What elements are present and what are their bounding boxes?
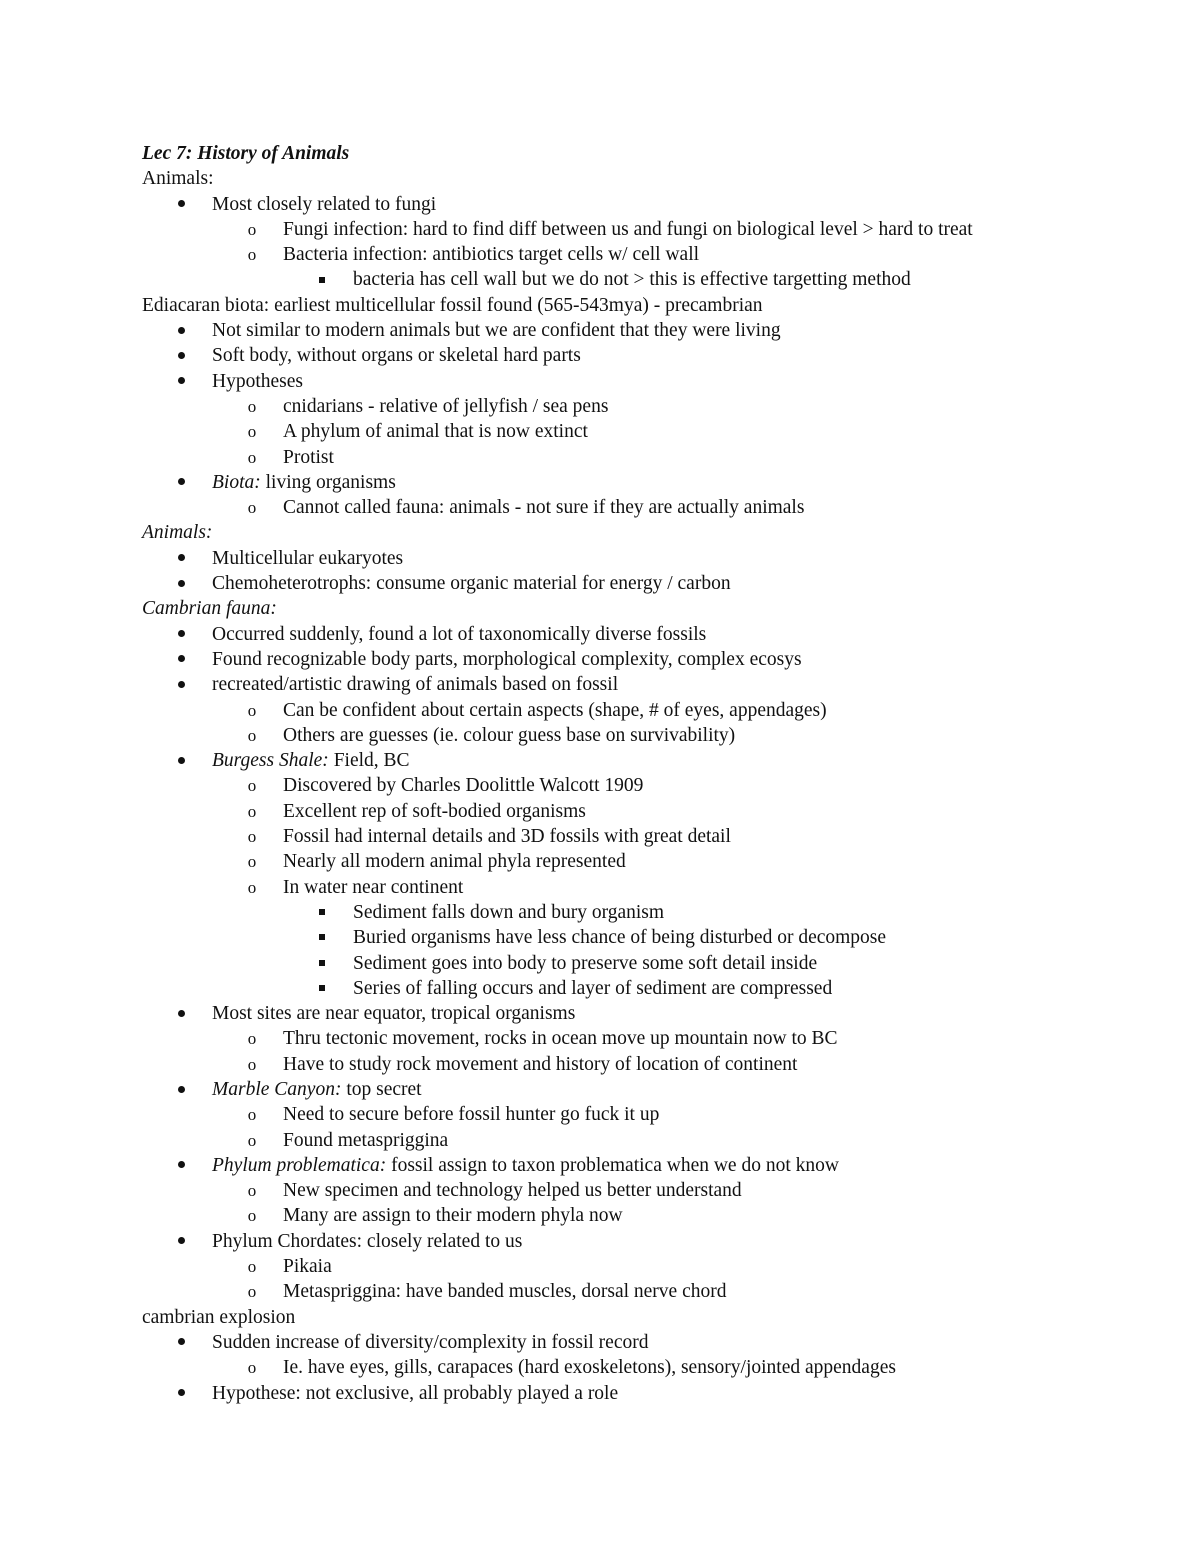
line-text: Bacteria infection: antibiotics target cells w/ cell wall xyxy=(283,244,700,266)
bullet-dot-icon xyxy=(173,192,189,217)
bullet-circle-icon: o xyxy=(247,776,257,796)
bullet-circle-icon: o xyxy=(247,245,257,265)
bullet-dot-icon xyxy=(173,647,189,672)
line-text: Not similar to modern animals but we are confident that they were living xyxy=(212,320,781,342)
line-text: Sediment goes into body to preserve some soft detail inside xyxy=(353,952,818,974)
term-label: Cambrian fauna: xyxy=(142,598,277,620)
line-text: Series of falling occurs and layer of sediment are compressed xyxy=(353,977,833,999)
line-text: fossil assign to taxon problematica when we do not know xyxy=(386,1154,839,1176)
line-text: Phylum Chordates: closely related to us xyxy=(212,1230,523,1252)
bullet-circle-icon: o xyxy=(247,1029,257,1049)
line-text: cnidarians - relative of jellyfish / sea pens xyxy=(283,395,609,417)
line-text: Have to study rock movement and history of location of continent xyxy=(283,1053,798,1075)
list-item xyxy=(142,394,1142,419)
line-text: Found recognizable body parts, morphological complexity, complex ecosys xyxy=(212,648,802,670)
list-item xyxy=(142,723,1142,748)
bullet-square-icon xyxy=(314,925,330,950)
term-label: Biota: xyxy=(212,471,261,493)
list-item xyxy=(142,1077,1142,1102)
bullet-circle-icon: o xyxy=(247,498,257,518)
list-item xyxy=(142,267,1142,292)
heading-line xyxy=(142,1305,1142,1330)
list-item xyxy=(142,242,1142,267)
bullet-circle-icon: o xyxy=(247,725,257,745)
bullet-dot-icon xyxy=(173,1001,189,1026)
bullet-dot-icon xyxy=(173,369,189,394)
line-text: Ie. have eyes, gills, carapaces (hard exoskeletons), sensory/jointed appendages xyxy=(283,1357,896,1379)
list-item xyxy=(142,1001,1142,1026)
line-text: Sediment falls down and bury organism xyxy=(353,901,665,923)
list-item xyxy=(142,445,1142,470)
list-item xyxy=(142,369,1142,394)
bullet-circle-icon: o xyxy=(247,1358,257,1378)
line-text: cambrian explosion xyxy=(142,1306,296,1328)
term-label: Animals: xyxy=(142,522,213,544)
notes-body xyxy=(142,141,1142,1406)
lecture-title: Lec 7: History of Animals xyxy=(142,143,350,164)
bullet-circle-icon: o xyxy=(247,827,257,847)
bullet-circle-icon: o xyxy=(247,422,257,442)
list-item xyxy=(142,1128,1142,1153)
line-text: Occurred suddenly, found a lot of taxonomically diverse fossils xyxy=(212,623,707,645)
list-item xyxy=(142,192,1142,217)
list-item xyxy=(142,1102,1142,1127)
line-text: Field, BC xyxy=(328,750,410,772)
bullet-circle-icon: o xyxy=(247,1257,257,1277)
line-text: Multicellular eukaryotes xyxy=(212,547,404,569)
list-item xyxy=(142,773,1142,798)
bullet-circle-icon: o xyxy=(247,396,257,416)
list-item xyxy=(142,672,1142,697)
bullet-square-icon xyxy=(314,976,330,1001)
term-label: Marble Canyon: xyxy=(212,1078,342,1100)
line-text: top secret xyxy=(341,1078,422,1100)
line-text: Animals: xyxy=(142,168,214,190)
bullet-circle-icon: o xyxy=(247,700,257,720)
bullet-dot-icon xyxy=(173,470,189,495)
line-text: Metaspriggina: have banded muscles, dorsal nerve chord xyxy=(283,1281,727,1303)
bullet-dot-icon xyxy=(173,571,189,596)
list-item xyxy=(142,419,1142,444)
list-item xyxy=(142,571,1142,596)
list-item xyxy=(142,976,1142,1001)
bullet-circle-icon: o xyxy=(247,1282,257,1302)
line-text: Fungi infection: hard to find diff between us and fungi on biological level > hard to treat xyxy=(283,218,973,240)
line-text: Soft body, without organs or skeletal hard parts xyxy=(212,345,581,367)
bullet-circle-icon: o xyxy=(247,447,257,467)
list-item xyxy=(142,925,1142,950)
list-item xyxy=(142,1026,1142,1051)
line-text: Thru tectonic movement, rocks in ocean move up mountain now to BC xyxy=(283,1028,838,1050)
line-text: Protist xyxy=(283,446,334,468)
bullet-dot-icon xyxy=(173,622,189,647)
bullet-square-icon xyxy=(314,951,330,976)
line-text: recreated/artistic drawing of animals based on fossil xyxy=(212,674,619,696)
line-text: Hypotheses xyxy=(212,370,303,392)
bullet-dot-icon xyxy=(173,1330,189,1355)
line-text: A phylum of animal that is now extinct xyxy=(283,421,588,443)
list-item xyxy=(142,318,1142,343)
list-item xyxy=(142,1355,1142,1380)
bullet-circle-icon: o xyxy=(247,1105,257,1125)
list-item xyxy=(142,622,1142,647)
bullet-circle-icon: o xyxy=(247,219,257,239)
bullet-circle-icon: o xyxy=(247,801,257,821)
list-item xyxy=(142,470,1142,495)
bullet-circle-icon: o xyxy=(247,1206,257,1226)
list-item xyxy=(142,647,1142,672)
line-text: living organisms xyxy=(260,471,396,493)
bullet-dot-icon xyxy=(173,1381,189,1406)
list-item xyxy=(142,217,1142,242)
line-text: Sudden increase of diversity/complexity in fossil record xyxy=(212,1331,649,1353)
bullet-dot-icon xyxy=(173,672,189,697)
list-item xyxy=(142,1178,1142,1203)
list-item xyxy=(142,495,1142,520)
list-item xyxy=(142,1330,1142,1355)
bullet-circle-icon: o xyxy=(247,1130,257,1150)
line-text: Can be confident about certain aspects (shape, # of eyes, appendages) xyxy=(283,699,827,721)
line-text: Most sites are near equator, tropical organisms xyxy=(212,1003,576,1025)
list-item xyxy=(142,343,1142,368)
list-item xyxy=(142,698,1142,723)
line-text: Excellent rep of soft-bodied organisms xyxy=(283,800,586,822)
line-text: Hypothese: not exclusive, all probably played a role xyxy=(212,1382,619,1404)
bullet-dot-icon xyxy=(173,1077,189,1102)
list-item xyxy=(142,1203,1142,1228)
list-item xyxy=(142,1279,1142,1304)
bullet-square-icon xyxy=(314,900,330,925)
heading-line xyxy=(142,166,1142,191)
line-text: bacteria has cell wall but we do not > this is effective targetting method xyxy=(353,269,911,291)
bullet-dot-icon xyxy=(173,343,189,368)
bullet-dot-icon xyxy=(173,318,189,343)
term-label: Burgess Shale: xyxy=(212,750,329,772)
line-text: Discovered by Charles Doolittle Walcott 1909 xyxy=(283,775,644,797)
list-item xyxy=(142,849,1142,874)
list-item xyxy=(142,1254,1142,1279)
list-item xyxy=(142,1052,1142,1077)
bullet-circle-icon: o xyxy=(247,1054,257,1074)
list-item xyxy=(142,1381,1142,1406)
line-text: Ediacaran biota: earliest multicellular fossil found (565-543mya) - precambrian xyxy=(142,294,763,316)
bullet-dot-icon xyxy=(173,748,189,773)
line-text: Pikaia xyxy=(283,1256,332,1278)
line-text: Chemoheterotrophs: consume organic material for energy / carbon xyxy=(212,573,731,595)
line-text: In water near continent xyxy=(283,876,464,898)
list-item xyxy=(142,875,1142,900)
list-item xyxy=(142,1153,1142,1178)
list-item xyxy=(142,546,1142,571)
line-text: Others are guesses (ie. colour guess base on survivability) xyxy=(283,724,736,746)
line-text: Most closely related to fungi xyxy=(212,193,437,215)
line-text: New specimen and technology helped us better understand xyxy=(283,1180,742,1202)
heading-line xyxy=(142,596,1142,621)
line-text: Many are assign to their modern phyla now xyxy=(283,1205,623,1227)
list-item xyxy=(142,900,1142,925)
line-text: Buried organisms have less chance of being disturbed or decompose xyxy=(353,927,887,949)
list-item xyxy=(142,799,1142,824)
bullet-dot-icon xyxy=(173,546,189,571)
line-text: Fossil had internal details and 3D fossils with great detail xyxy=(283,826,731,848)
bullet-circle-icon: o xyxy=(247,852,257,872)
bullet-square-icon xyxy=(314,267,330,292)
line-text: Need to secure before fossil hunter go fuck it up xyxy=(283,1104,660,1126)
line-text: Found metaspriggina xyxy=(283,1129,449,1151)
list-item xyxy=(142,951,1142,976)
term-label: Phylum problematica: xyxy=(212,1154,387,1176)
line-text: Nearly all modern animal phyla represented xyxy=(283,851,626,873)
list-item xyxy=(142,1229,1142,1254)
bullet-circle-icon: o xyxy=(247,877,257,897)
bullet-dot-icon xyxy=(173,1229,189,1254)
heading-line xyxy=(142,293,1142,318)
bullet-circle-icon: o xyxy=(247,1181,257,1201)
list-item xyxy=(142,824,1142,849)
list-item xyxy=(142,748,1142,773)
line-text: Cannot called fauna: animals - not sure if they are actually animals xyxy=(283,497,805,519)
heading-line xyxy=(142,520,1142,545)
bullet-dot-icon xyxy=(173,1153,189,1178)
